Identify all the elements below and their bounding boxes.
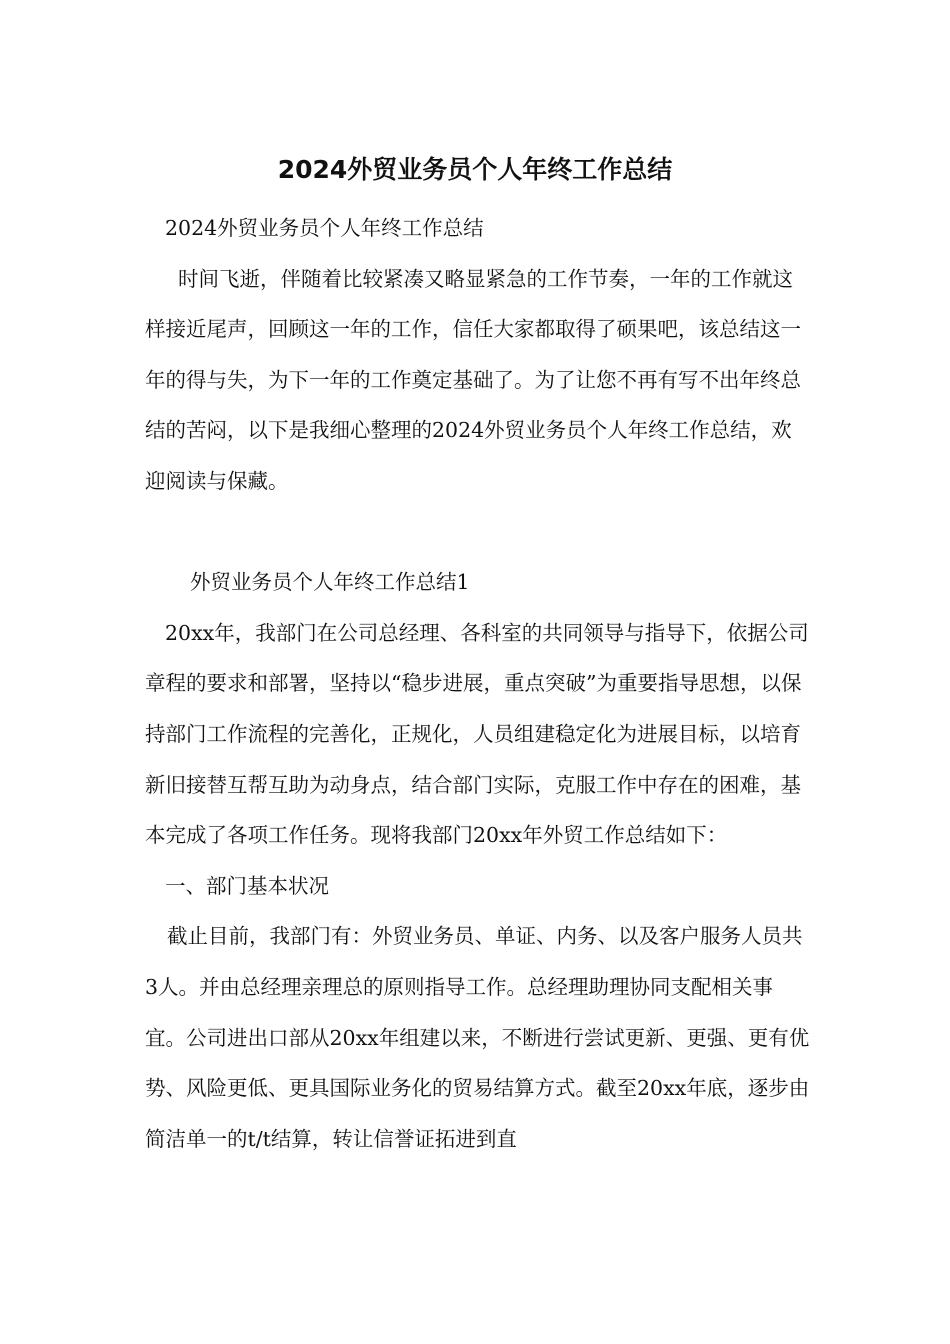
section-heading: 外贸业务员个人年终工作总结1 (190, 570, 470, 595)
body-paragraph-1: 20xx年，我部门在公司总经理、各科室的共同领导与指导下，依据公司章程的要求和部署，坚持以“稳步进展，重点突破”为重要指导思想，以保持部门工作流程的完善化，正规化，人员组建稳定化为进展目标，以培育新旧接替互帮互助为动身点，结合部门实际，克服工作中存在的困难，基本完成了各项工作任务。现将我部门20xx年外贸工作总结如下： (145, 620, 809, 848)
document-body (145, 203, 810, 1164)
document-subtitle: 2024外贸业务员个人年终工作总结 (165, 216, 484, 240)
body-paragraph-2: 截止目前，我部门有：外贸业务员、单证、内务、以及客户服务人员共3人。并由总经理亲理总的原则指导工作。总经理助理协同支配相关事宜。公司进出口部从20xx年组建以来，不断进行尝试更新、更强、更有优势、风险更低、更具国际业务化的贸易结算方式。截至20xx年底，逐步由简洁单一的t/t结算，转让信誉证拓进到直 (145, 924, 810, 1151)
paragraph-spacer (145, 507, 810, 558)
subsection-heading-1: 一、部门基本状况 (165, 873, 329, 898)
intro-paragraph: 时间飞逝，伴随着比较紧凑又略显紧急的工作节奏，一年的工作就这样接近尾声，回顾这一年的工作，信任大家都取得了硕果吧，该总结这一年的得与失，为下一年的工作奠定基础了。为了让您不再有写不出年终总结的苦闷，以下是我细心整理的2024外贸业务员个人年终工作总结，欢迎阅读与保藏。 (145, 266, 801, 493)
document-title: 2024外贸业务员个人年终工作总结 (277, 155, 673, 184)
